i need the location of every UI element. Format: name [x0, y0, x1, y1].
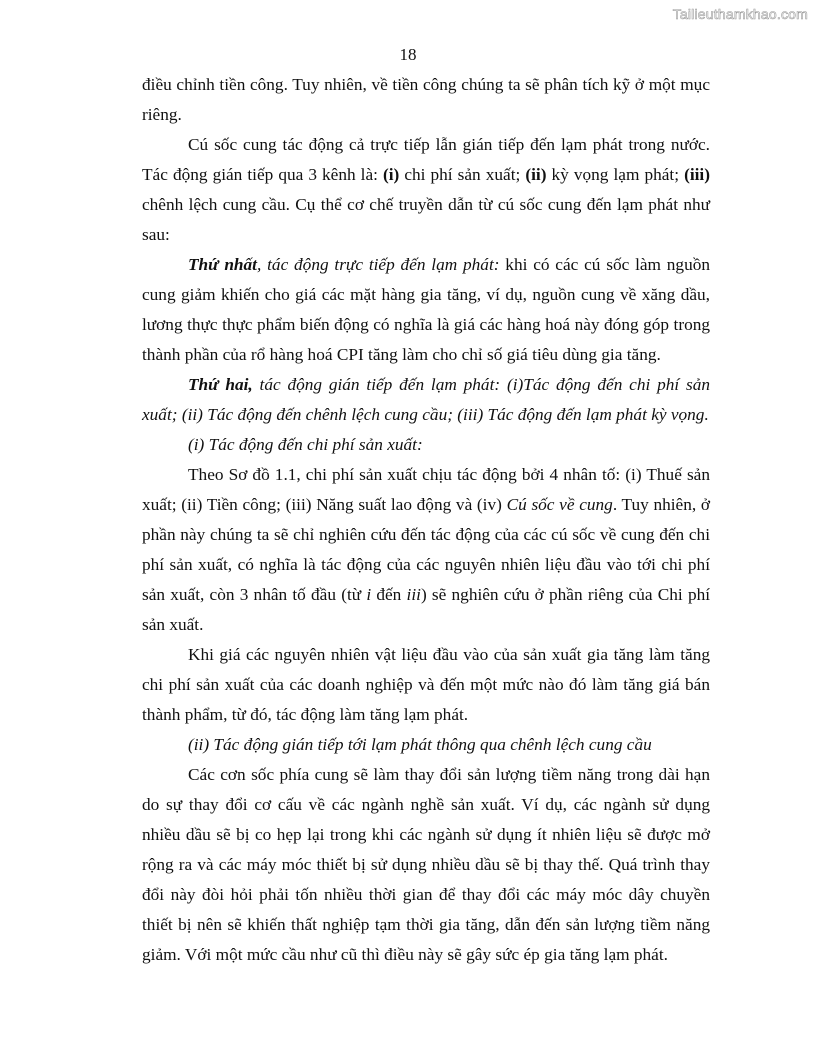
paragraph-6-italic-3: iii [406, 585, 421, 604]
marker-i: (i) [383, 165, 400, 184]
paragraph-6-italic-2: i [366, 585, 372, 604]
page-number: 18 [399, 45, 417, 64]
paragraph-2-text-c: kỳ vọng lạm phát; [546, 165, 685, 184]
paragraph-7: Khi giá các nguyên nhiên vật liệu đầu vào của sản xuất gia tăng làm tăng chi phí sản xuất của các doanh nghiệp và đến một mức nào đó làm tăng giá bán thành phẩm, từ đó, tác động làm tăng lạm phát. [142, 645, 710, 724]
paragraph-4-lead: Thứ hai, [188, 375, 253, 394]
marker-iii: (iii) [684, 165, 710, 184]
paragraph-6 [142, 460, 710, 640]
paragraph-2-text-d: chênh lệch cung cầu. Cụ thể cơ chế truyền dẫn từ cú sốc cung đến lạm phát như sau: [142, 195, 710, 244]
paragraph-1: điều chỉnh tiền công. Tuy nhiên, về tiền công chúng ta sẽ phân tích kỹ ở một mục riêng. [142, 75, 710, 124]
paragraph-4-italic: tác động gián tiếp đến lạm phát: (i)Tác động đến chi phí sản xuất; (ii) Tác động đến chênh lệch cung cầu; (iii) Tác động đến lạm phát kỳ vọng. [142, 375, 710, 424]
subheading-supply-demand-gap: (ii) Tác động gián tiếp tới lạm phát thông qua chênh lệch cung cầu [188, 735, 652, 754]
paragraph-6-text-a: Theo Sơ đồ 1.1, chi phí sản xuất chịu tác động bởi 4 nhân tố: (i) Thuế sản xuất; (ii) Tiền công; (iii) Năng suất lao động và (iv) [142, 465, 710, 514]
paragraph-6-italic-1: Cú sốc về cung [506, 495, 613, 514]
paragraph-2 [142, 130, 710, 250]
marker-ii: (ii) [525, 165, 547, 184]
paragraph-2-text-a: Cú sốc cung tác động cả trực tiếp lẫn gián tiếp đến lạm phát trong nước. Tác động gián tiếp qua 3 kênh là: [142, 135, 710, 184]
watermark: Tailieuthamkhao.com [672, 6, 808, 22]
subheading-production-cost: (i) Tác động đến chi phí sản xuất: [188, 435, 423, 454]
paragraph-2-text-b: chi phí sản xuất; [399, 165, 526, 184]
paragraph-9: Các cơn sốc phía cung sẽ làm thay đổi sản lượng tiềm năng trong dài hạn do sự thay đổi cơ cấu về các ngành nghề sản xuất. Ví dụ, các ngành sử dụng nhiều dầu sẽ bị co hẹp lại trong khi các ngành sử dụng ít nhiên liệu sẽ được mở rộng ra và các máy móc thiết bị sử dụng nhiều dầu sẽ bị thay thế. Quá trình thay đổi này đòi hỏi phải tốn nhiều thời gian để thay đổi các máy móc dây chuyền thiết bị nên sẽ khiến thất nghiệp tạm thời gia tăng, dẫn đến sản lượng tiềm năng giảm. Với một mức cầu như cũ thì điều này sẽ gây sức ép gia tăng lạm phát. [142, 765, 710, 964]
paragraph-6-text-b: . Tuy nhiên, ở phần này chúng ta sẽ chỉ nghiên cứu đến tác động của các cú sốc về cung đến chi phí sản xuất, có nghĩa là tác động của các nguyên nhiên liệu đầu vào tới chi phí sản xuất, còn 3 nhân tố đầu (từ [142, 495, 710, 604]
paragraph-3-lead: Thứ nhất [188, 255, 257, 274]
paragraph-3-italic: , tác động trực tiếp đến lạm phát: [257, 255, 500, 274]
paragraph-6-text-d: ) sẽ nghiên cứu ở phần riêng của Chi phí sản xuất. [142, 585, 711, 634]
paragraph-3 [142, 250, 710, 370]
document-body [142, 70, 710, 970]
paragraph-4 [142, 370, 710, 430]
paragraph-3-text: khi có các cú sốc làm nguồn cung giảm khiến cho giá các mặt hàng gia tăng, ví dụ, nguồn cung về xăng dầu, lương thực thực phẩm biến động có nghĩa là giá các hàng hoá này đóng góp trong thành phần của rổ hàng hoá CPI tăng làm cho chỉ số giá tiêu dùng gia tăng. [142, 255, 710, 364]
paragraph-6-text-c: đến [371, 585, 407, 604]
